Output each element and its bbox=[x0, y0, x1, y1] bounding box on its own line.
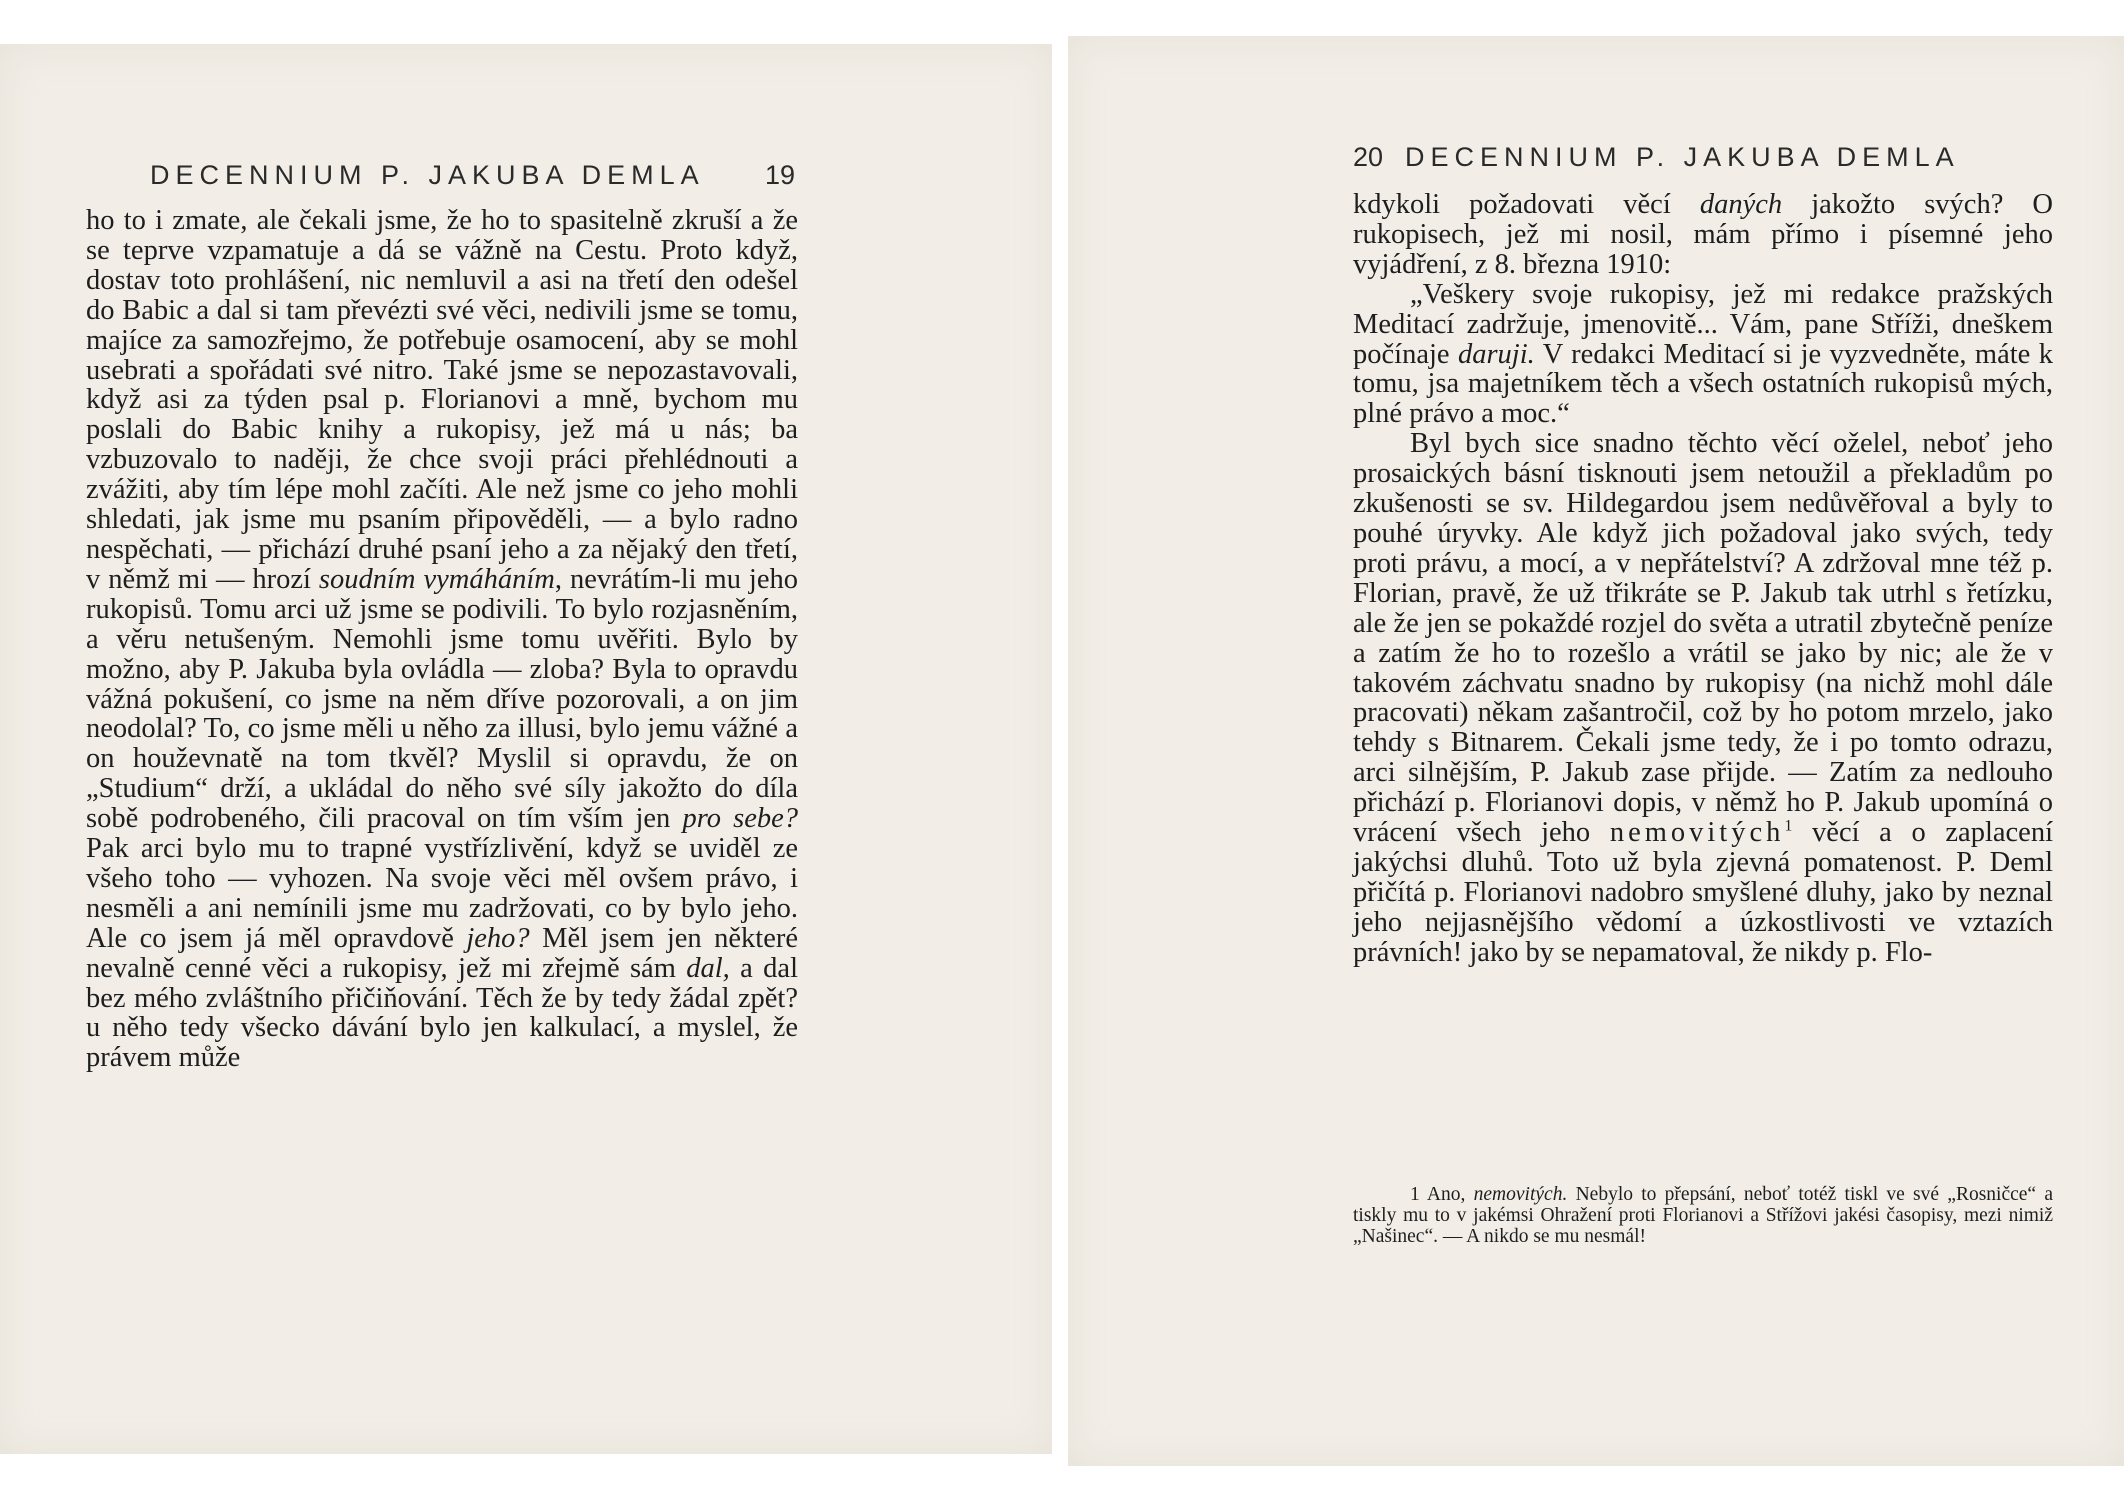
page-number: 20 bbox=[1353, 142, 1384, 172]
quotation bbox=[1353, 280, 2053, 430]
text-run: V redakci Meditací si je vyzvedněte, máte k tomu, jsa majetníkem těch a všech ostatních rukopisů mých, plné právo a moc.“ bbox=[1353, 338, 2053, 430]
text-run: jakožto svých? O rukopisech, jež mi nosil, mám přímo i písemné jeho vyjádření, z 8. března 1910: bbox=[1353, 189, 2054, 280]
right-body-text bbox=[1353, 190, 2053, 968]
right-page bbox=[1068, 36, 2124, 1466]
italic-text: nemovitých. bbox=[1473, 1184, 1568, 1205]
text-run: Měl jsem jen některé nevalně cenné věci a rukopisy, jež mi zřejmě sám bbox=[86, 922, 798, 984]
paragraph bbox=[1353, 190, 2053, 280]
spaced-text: nemovitých bbox=[1609, 817, 1785, 849]
running-title: DECENNIUM P. JAKUBA DEMLA bbox=[1405, 142, 1960, 172]
text-run: ho to i zmate, ale čekali jsme, že ho to spasitelně zkruší a že se teprve vzpamatuje a dá se vážně na Cestu. Proto když, dostav toto prohlášení, nic nemluvil a asi na třetí den odešel do Babic a dal si tam převézti své věci, nedivili jsme se tomu, majíce za samozřejmo, že potřebuje osamocení, aby se mohl usebrati a spořádati své nitro. Také jsme se nepozastavovali, když asi za týden psal p. Florianovi a mně, bychom mu poslali do Babic knihy a rukopisy, jež má u nás; ba vzbuzovalo to naději, že chce svoji práci přehlédnouti a zvážiti, aby tím lépe mohl začíti. Ale než jsme co jeho mohli shledati, jak jsme mu psaním připověděli, — a bylo radno nespěchati, — přichází druhé psaní jeho a za nějaký den třetí, v němž mi — hrozí bbox=[86, 205, 798, 595]
footnote bbox=[1353, 1184, 2053, 1247]
footnote-marker: 1 bbox=[1784, 817, 1793, 835]
text-run: věcí a o zaplacení jakýchsi dluhů. Toto už byla zjevná pomatenost. P. Deml přičítá p. Florianovi nadobro smyšlené dluhy, jako by neznal jeho nejjasnějšího vědomí a úzkostlivosti ve vztazích právních! jako by se nepamatoval, že nikdy p. Flo- bbox=[1353, 817, 2053, 968]
text-run: Byl bych sice snadno těchto věcí oželel, neboť jeho prosaických básní tisknouti jsem netoužil a překladům po zkušenosti se sv. Hildegardou jsem nedůvěřoval a byly to pouhé úryvky. Ale když jich požadoval jako svých, tedy proti právu, a mocí, a v nepřátelství? A zdržoval mne též p. Florian, pravě, že už třikráte se P. Jakub tak utrhl s řetízku, ale že jen se pokaždé rozjel do světa a utratil zbytečně peníze a zatím že ho to rozešlo a vrátil se jako by nic; ale že v takovém záchvatu snadno by rukopisy (na nichž mohl dále pracovati) někam zašantročil, což by ho potom mrzelo, jako tehdy s Bitnarem. Čekali jsme tedy, že i po tomto odrazu, arci silnějším, P. Jakub zase přijde. — Zatím za nedlouho přichází p. Florianovi dopis, v němž ho P. Jakub upomíná o vrácení všech jeho bbox=[1353, 428, 2053, 849]
page-number: 19 bbox=[764, 160, 795, 190]
left-page bbox=[0, 44, 1052, 1454]
italic-text: dal, bbox=[686, 952, 730, 984]
text-run: „Veškery svoje rukopisy, jež mi redakce pražských Meditací zadržuje, jmenovitě... Vám, pane Stříži, dneškem počínaje bbox=[1353, 278, 2053, 370]
paragraph bbox=[1353, 429, 2053, 967]
left-body-text bbox=[86, 206, 798, 1073]
italic-text: jeho? bbox=[466, 922, 530, 954]
right-running-header bbox=[1353, 142, 1960, 173]
text-run: , nevrátím-li mu jeho rukopisů. Tomu arci už jsme se podivili. To bylo rozjasněním, a věru netušeným. Nemohli jsme tomu uvěřiti. Bylo by možno, aby P. Jakuba byla ovládla — zloba? Byla to opravdu vážná pokušení, co jsme na něm dříve pozorovali, a on jim neodolal? To, co jsme měli u něho za illusi, bylo jemu vážné a on houževnatě na tom tkvěl? Myslil si opravdu, že on „Studium“ drží, a ukládal do něho své síly jakožto do díla sobě podrobeného, čili pracoval on tím vším jen bbox=[86, 563, 798, 835]
paragraph bbox=[86, 206, 798, 1073]
text-run: 1 Ano, bbox=[1410, 1184, 1474, 1205]
text-run: Nebylo to přepsání, neboť totéž tiskl ve své „Rosničce“ a tiskly mu to v jakémsi Ohražení proti Florianovi a Střížovi jakési časopisy, mezi nimiž „Našinec“. — A nikdo se mu nesmál! bbox=[1353, 1184, 2053, 1247]
text-run: kdykoli požadovati věcí bbox=[1353, 189, 1700, 220]
italic-text: soudním vymáháním bbox=[318, 563, 555, 595]
text-run: Pak arci bylo mu to trapné vystřízlivění, když se uviděl ze všeho toho — vyhozen. Na svoje věci měl ovšem právo, i nesměli a ani nemínili jsme mu zadržovati, co by bylo jeho. Ale co jsem já měl opravdově bbox=[86, 833, 798, 954]
running-title: DECENNIUM P. JAKUBA DEMLA bbox=[150, 160, 705, 190]
italic-text: daných bbox=[1699, 189, 1783, 220]
text-run: a dal bez mého zvláštního přičiňování. Těch že by tedy žádal zpět? u něho tedy všecko dávání bylo jen kalkulací, a myslel, že právem může bbox=[86, 952, 798, 1074]
italic-text: pro sebe? bbox=[682, 803, 798, 835]
italic-text: daruji. bbox=[1457, 338, 1535, 370]
